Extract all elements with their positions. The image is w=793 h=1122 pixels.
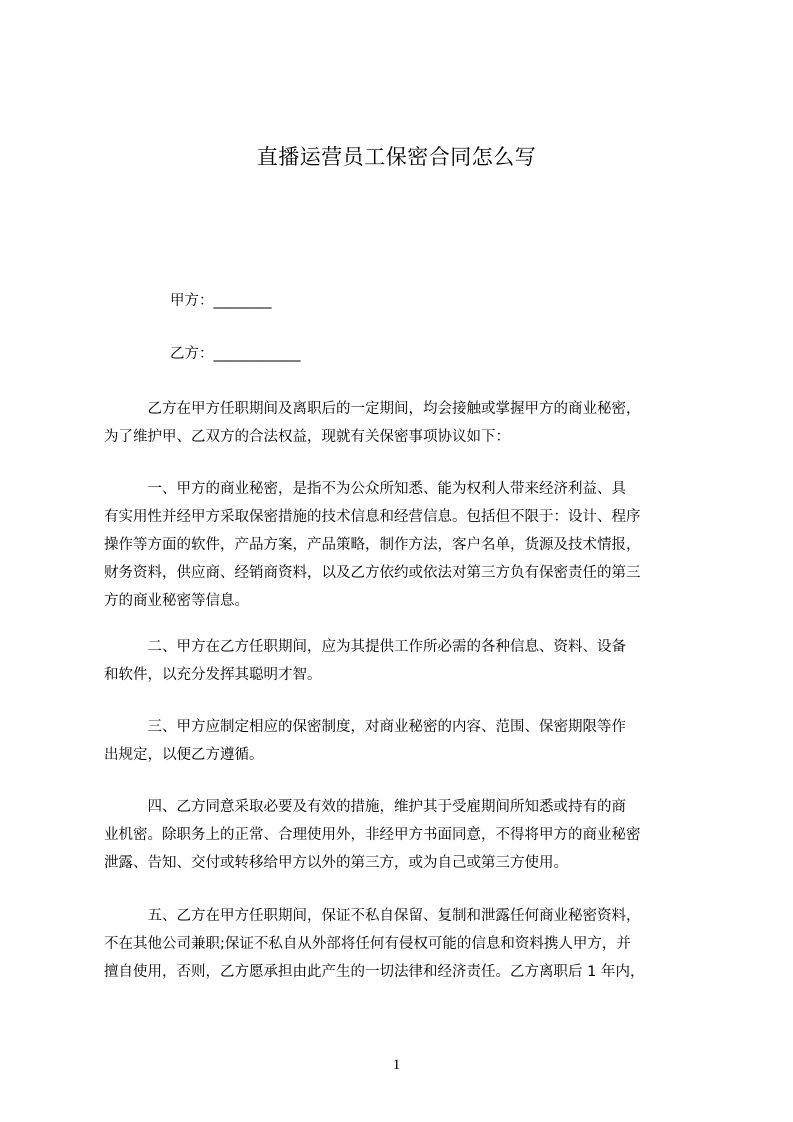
paragraph-line: 三、甲方应制定相应的保密制度，对商业秘密的内容、范围、保密期限等作 [104,719,626,735]
party-b-line: 乙方：____________ [170,346,301,362]
paragraph-line: 操作等方面的软件，产品方案，产品策略，制作方法，客户名单，货源及技术情报， [104,537,641,553]
clause-2-paragraph [104,633,704,689]
paragraph-line: 五、乙方在甲方任职期间，保证不私自保留、复制和泄露任何商业秘密资料， [104,908,641,924]
intro-paragraph [104,395,704,451]
paragraph-line: 出规定，以便乙方遵循。 [104,747,264,763]
clause-3-paragraph [104,713,704,769]
paragraph-line: 四、乙方同意采取必要及有效的措施，维护其于受雇期间所知悉或持有的商 [104,799,626,815]
paragraph-line: 和软件，以充分发挥其聪明才智。 [104,667,322,683]
document-title: 直播运营员工保密合同怎么写 [256,145,537,169]
paragraph-line: 业机密。除职务上的正常、合理使用外，非经甲方书面同意，不得将甲方的商业秘密 [104,827,641,843]
paragraph-line: 泄露、告知、交付或转移给甲方以外的第三方，或为自己或第三方使用。 [104,855,568,871]
paragraph-line: 有实用性并经甲方采取保密措施的技术信息和经营信息。包括但不限于：设计、程序 [104,509,641,525]
paragraph-line: 方的商业秘密等信息。 [104,593,249,609]
paragraph-line: 乙方在甲方任职期间及离职后的一定期间，均会接触或掌握甲方的商业秘密， [104,401,641,417]
clause-4-paragraph [104,793,704,877]
clause-1-paragraph [104,475,704,615]
paragraph-line: 不在其他公司兼职;保证不私自从外部将任何有侵权可能的信息和资料携人甲方，并 [104,936,631,952]
paragraph-line: 为了维护甲、乙双方的合法权益，现就有关保密事项协议如下： [104,429,510,445]
paragraph-line: 财务资料，供应商、经销商资料，以及乙方依约或依法对第三方负有保密责任的第三 [104,565,641,581]
paragraph-line: 擅自使用，否则，乙方愿承担由此产生的一切法律和经济责任。乙方离职后 1 年内， [104,964,645,980]
paragraph-line: 一、甲方的商业秘密，是指不为公众所知悉、能为权利人带来经济利益、具 [104,481,626,497]
clause-5-paragraph [104,902,704,986]
party-a-line: 甲方：________ [170,293,272,309]
paragraph-line: 二、甲方在乙方任职期间，应为其提供工作所必需的各种信息、资料、设备 [104,639,626,655]
page-number: 1 [392,1057,401,1073]
